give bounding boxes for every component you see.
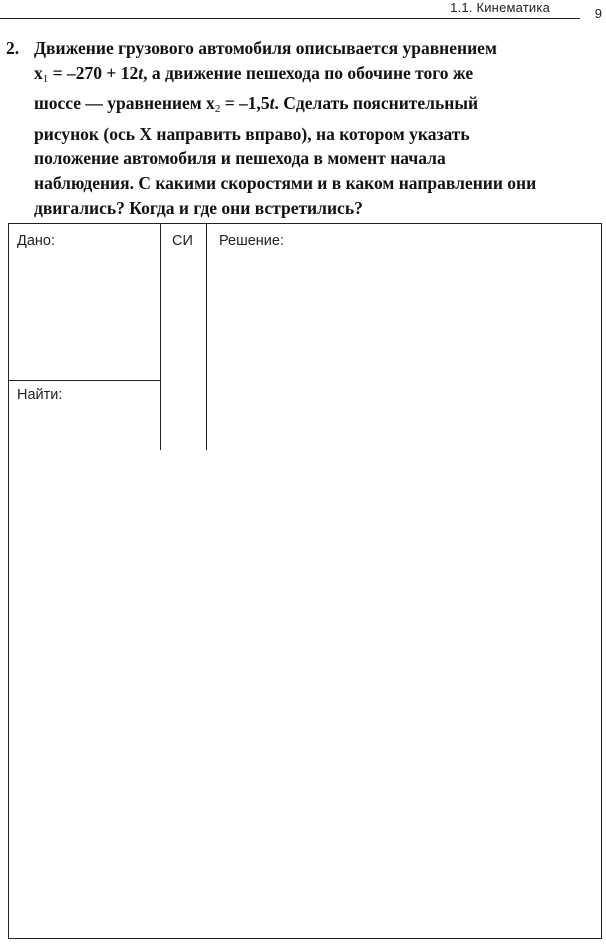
var-x1: x xyxy=(34,62,43,83)
problem-line-2-rest: , а движение пешехода по обочине того же xyxy=(143,62,474,83)
section-title: 1.1. Кинематика xyxy=(450,0,550,15)
header-rule xyxy=(0,18,580,19)
problem-line-1: Движение грузового автомобиля описывается уравнением xyxy=(34,38,497,58)
equation-1: = –270 + 12 xyxy=(48,62,139,83)
solution-worksheet xyxy=(8,223,602,939)
problem-line-2 xyxy=(34,61,592,92)
var-t-2: t xyxy=(269,93,275,114)
sub-1: 1 xyxy=(42,72,49,85)
problem-text xyxy=(34,36,592,220)
find-label: Найти: xyxy=(17,387,63,403)
si-label: СИ xyxy=(172,233,193,249)
given-label: Дано: xyxy=(17,233,55,249)
problem-line-4: рисунок (ось X направить вправо), на котором указать xyxy=(34,123,470,144)
sub-2: 2 xyxy=(214,103,221,116)
problem-line-3 xyxy=(34,91,592,122)
divider-given-find xyxy=(9,380,161,381)
page-number: 9 xyxy=(594,6,602,21)
problem-line-3-rest: . Сделать пояснительный xyxy=(274,93,479,114)
problem-line-6: наблюдения. С какими скоростями и в каком направлении они xyxy=(34,172,537,193)
divider-si-solution xyxy=(206,224,207,450)
problem-line-3-pre: шоссе — уравнением x xyxy=(34,93,215,114)
problem-line-7: двигались? Когда и где они встретились? xyxy=(34,197,363,218)
problem-line-5: положение автомобиля и пешехода в момент начала xyxy=(34,148,446,169)
divider-given-si xyxy=(160,224,161,450)
problem-statement xyxy=(6,36,592,220)
equation-2: = –1,5 xyxy=(220,93,270,114)
problem-number: 2. xyxy=(6,38,20,58)
var-t-1: t xyxy=(138,62,144,83)
solution-label: Решение: xyxy=(219,233,284,249)
